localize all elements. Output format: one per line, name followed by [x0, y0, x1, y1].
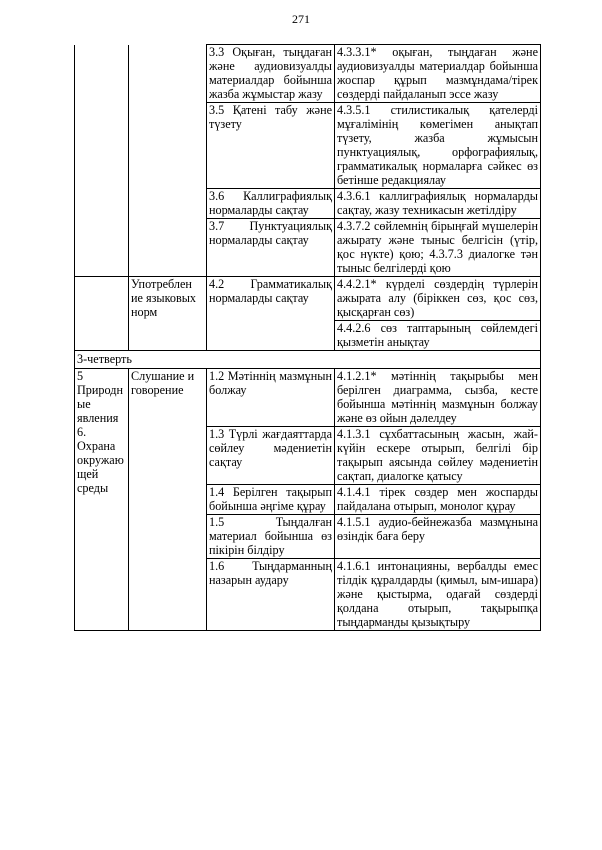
curriculum-table — [74, 44, 541, 631]
table-row — [75, 277, 541, 321]
section-cell: 1.6 Тыңдарманның назарын аудару — [207, 559, 335, 631]
objective-cell: 4.1.5.1 аудио-бейнежазба мазмұнына өзіндік баға беру — [335, 515, 541, 559]
group-cell-empty — [129, 45, 207, 277]
theme-cell-empty — [75, 277, 129, 351]
objective-cell: 4.4.2.1* күрделі сөздердің түрлерін ажырата алу (біріккен сөз, қос сөз, қысқарған сөз) — [335, 277, 541, 321]
section-cell: 3.6 Каллиграфиялық нормаларды сақтау — [207, 189, 335, 219]
theme-label: 5 Природн ые явления 6. Охрана окружаю щей среды — [75, 369, 129, 631]
objective-cell: 4.1.6.1 интонацияны, вербалды емес тілдік құралдарды (қимыл, ым-ишара) және қыстырма, одағай сөздерді қолдана отырып, тақырыпқа тыңдарманды қызықтыру — [335, 559, 541, 631]
objective-cell: 4.1.2.1* мәтіннің тақырыбы мен берілген диаграмма, сызба, кесте бойынша мәтіннің мазмұнын болжау және өз ойын дәлелдеу — [335, 369, 541, 427]
objective-cell: 4.3.7.2 сөйлемнің бірыңғай мүшелерін ажырату және тыныс белгісін (үтір, қос нүкте) қою; 4.3.7.3 диалогке тән тыныс белгілерді қою — [335, 219, 541, 277]
group-label-speaking: Слушание и говорение — [129, 369, 207, 631]
section-cell: 3.5 Қатені табу және түзету — [207, 103, 335, 189]
quarter-label: 3-четверть — [75, 351, 541, 369]
objective-cell: 4.3.5.1 стилистикалық қателерді мұғалімінің көмегімен анықтап түзету, жазба жұмысын пунктуациялық, орфографиялық, грамматикалық нормаларға сәйкес өз бетінше редакциялау — [335, 103, 541, 189]
section-cell: 1.3 Түрлі жағдаяттарда сөйлеу мәдениетін сақтау — [207, 427, 335, 485]
objective-cell: 4.3.3.1* оқыған, тыңдаған және аудиовизуалды материалдар бойынша жоспар құрып мазмұндама/тірек сөздерді пайдаланып эссе жазу — [335, 45, 541, 103]
objective-cell: 4.1.3.1 сұхбаттасының жасын, жай-күйін ескере отырып, белгілі бір тақырып аясында сөйлеу мәдениетін сақтап, диалогке қатысу — [335, 427, 541, 485]
section-cell: 3.7 Пунктуациялық нормаларды сақтау — [207, 219, 335, 277]
objective-cell: 4.1.4.1 тірек сөздер мен жоспарды пайдалана отырып, монолог құрау — [335, 485, 541, 515]
theme-cell-empty — [75, 45, 129, 277]
section-cell: 1.4 Берілген тақырып бойынша әңгіме құрау — [207, 485, 335, 515]
section-cell: 1.2 Мәтіннің мазмұнын болжау — [207, 369, 335, 427]
table-row — [75, 369, 541, 427]
group-label-usage: Употреблен ие языковых норм — [129, 277, 207, 351]
table-row — [75, 45, 541, 103]
section-cell: 1.5 Тыңдалған материал бойынша өз пікірін білдіру — [207, 515, 335, 559]
objective-cell: 4.3.6.1 каллиграфиялық нормаларды сақтау, жазу техникасын жетілдіру — [335, 189, 541, 219]
page-number: 271 — [292, 12, 310, 26]
table-row — [75, 351, 541, 369]
section-cell: 3.3 Оқыған, тыңдаған және аудиовизуалды материалдар бойынша жазба жұмыстар жазу — [207, 45, 335, 103]
objective-cell: 4.4.2.6 сөз таптарының сөйлемдегі қызметін анықтау — [335, 321, 541, 351]
section-cell: 4.2 Грамматикалық нормаларды сақтау — [207, 277, 335, 351]
